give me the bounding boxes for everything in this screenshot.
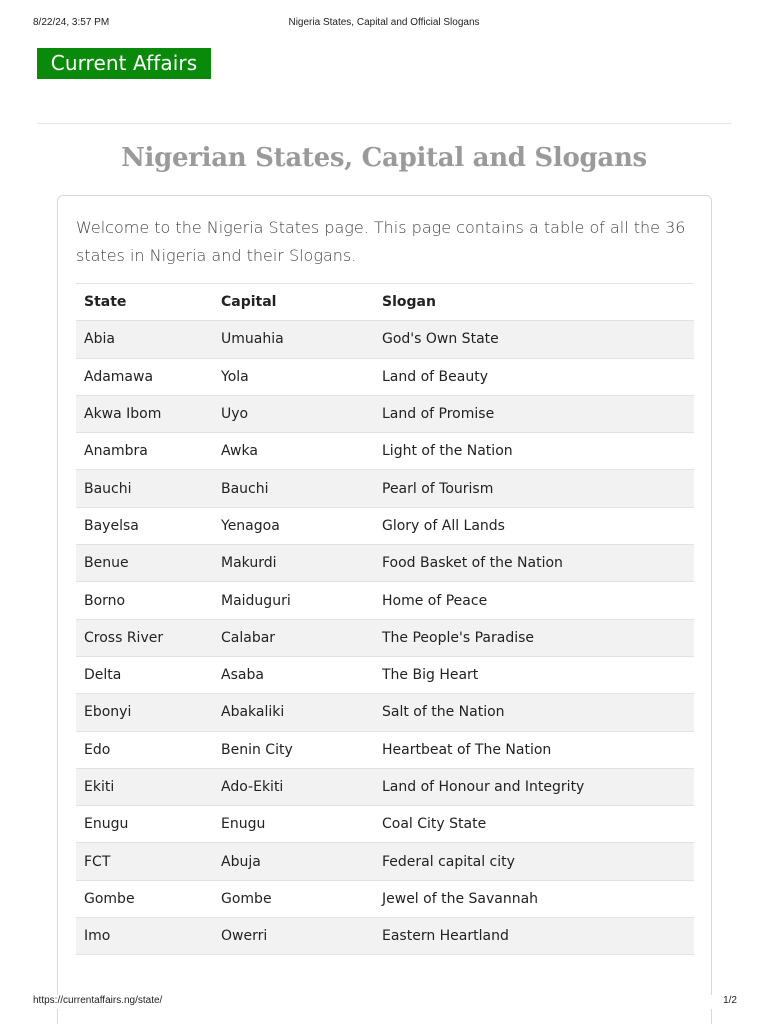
slogan-cell: Land of Beauty [374, 358, 694, 395]
capital-cell: Maiduguri [213, 582, 374, 619]
print-datetime: 8/22/24, 3:57 PM [33, 17, 110, 28]
slogan-cell: Pearl of Tourism [374, 470, 694, 507]
states-table [76, 283, 694, 955]
header-divider [37, 123, 732, 124]
capital-cell: Abuja [213, 843, 374, 880]
slogan-cell: Glory of All Lands [374, 507, 694, 544]
state-cell: Akwa Ibom [76, 395, 213, 432]
state-cell: FCT [76, 843, 213, 880]
site-logo-link[interactable]: Current Affairs [37, 48, 211, 79]
capital-cell: Bauchi [213, 470, 374, 507]
state-cell: Imo [76, 918, 213, 955]
table-row [76, 507, 694, 544]
table-row [76, 545, 694, 582]
state-cell: Cross River [76, 619, 213, 656]
slogan-cell: Federal capital city [374, 843, 694, 880]
page-title: Nigerian States, Capital and Slogans [121, 143, 647, 173]
slogan-cell: Land of Promise [374, 395, 694, 432]
state-cell: Bauchi [76, 470, 213, 507]
capital-cell: Uyo [213, 395, 374, 432]
capital-cell: Benin City [213, 731, 374, 768]
state-cell: Delta [76, 656, 213, 693]
table-row [76, 694, 694, 731]
table-row [76, 656, 694, 693]
print-header [0, 17, 768, 31]
table-header-row [76, 284, 694, 321]
slogan-cell: Eastern Heartland [374, 918, 694, 955]
table-row [76, 918, 694, 955]
column-header-state: State [76, 284, 213, 321]
state-cell: Edo [76, 731, 213, 768]
capital-cell: Yola [213, 358, 374, 395]
slogan-cell: Salt of the Nation [374, 694, 694, 731]
print-footer [0, 995, 768, 1009]
slogan-cell: Heartbeat of The Nation [374, 731, 694, 768]
table-row [76, 582, 694, 619]
capital-cell: Gombe [213, 880, 374, 917]
state-cell: Gombe [76, 880, 213, 917]
print-url: https://currentaffairs.ng/state/ [33, 995, 163, 1006]
capital-cell: Asaba [213, 656, 374, 693]
slogan-cell: The People's Paradise [374, 619, 694, 656]
state-cell: Enugu [76, 806, 213, 843]
table-row [76, 321, 694, 358]
state-cell: Adamawa [76, 358, 213, 395]
column-header-slogan: Slogan [374, 284, 694, 321]
capital-cell: Awka [213, 433, 374, 470]
table-row [76, 395, 694, 432]
table-row [76, 843, 694, 880]
table-row [76, 470, 694, 507]
state-cell: Bayelsa [76, 507, 213, 544]
capital-cell: Makurdi [213, 545, 374, 582]
table-row [76, 731, 694, 768]
state-cell: Borno [76, 582, 213, 619]
slogan-cell: God's Own State [374, 321, 694, 358]
capital-cell: Abakaliki [213, 694, 374, 731]
slogan-cell: Jewel of the Savannah [374, 880, 694, 917]
slogan-cell: Food Basket of the Nation [374, 545, 694, 582]
table-row [76, 880, 694, 917]
state-cell: Ekiti [76, 768, 213, 805]
column-header-capital: Capital [213, 284, 374, 321]
capital-cell: Owerri [213, 918, 374, 955]
capital-cell: Calabar [213, 619, 374, 656]
print-document-title: Nigeria States, Capital and Official Slogans [288, 17, 480, 28]
table-row [76, 358, 694, 395]
table-row [76, 768, 694, 805]
capital-cell: Yenagoa [213, 507, 374, 544]
states-table-body [76, 321, 694, 955]
state-cell: Abia [76, 321, 213, 358]
slogan-cell: The Big Heart [374, 656, 694, 693]
table-row [76, 806, 694, 843]
table-row [76, 619, 694, 656]
slogan-cell: Coal City State [374, 806, 694, 843]
page-number: 1/2 [723, 995, 737, 1006]
intro-paragraph: Welcome to the Nigeria States page. This page contains a table of all the 36 states in Nigeria and their Slogans. [76, 218, 686, 265]
state-cell: Benue [76, 545, 213, 582]
state-cell: Ebonyi [76, 694, 213, 731]
capital-cell: Enugu [213, 806, 374, 843]
capital-cell: Ado-Ekiti [213, 768, 374, 805]
state-cell: Anambra [76, 433, 213, 470]
slogan-cell: Home of Peace [374, 582, 694, 619]
slogan-cell: Light of the Nation [374, 433, 694, 470]
capital-cell: Umuahia [213, 321, 374, 358]
table-row [76, 433, 694, 470]
slogan-cell: Land of Honour and Integrity [374, 768, 694, 805]
